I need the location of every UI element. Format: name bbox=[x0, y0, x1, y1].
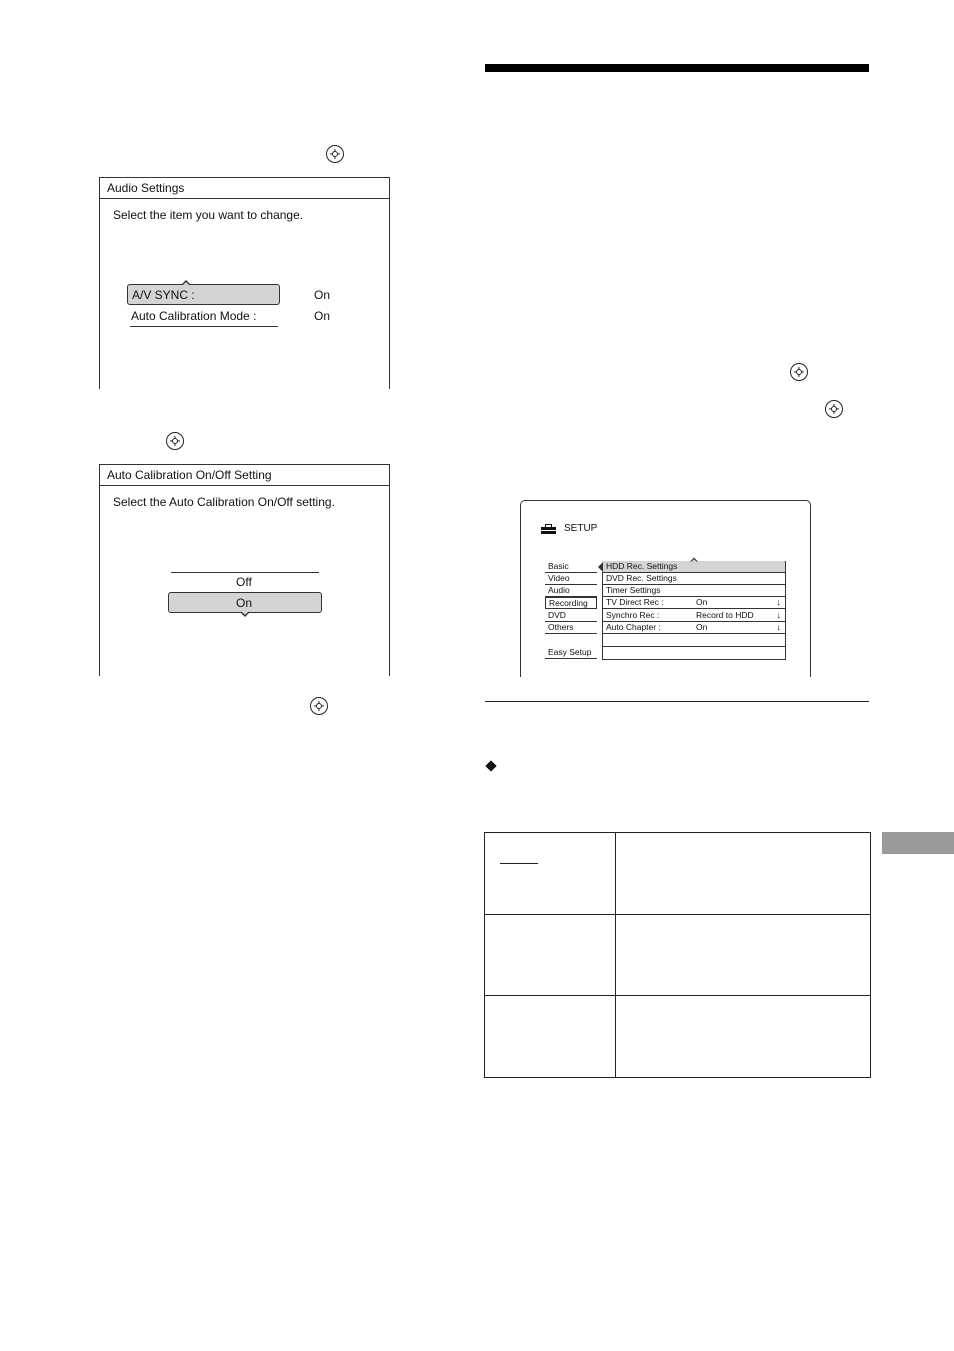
selection-pointer bbox=[598, 562, 603, 572]
av-sync-label: A/V SYNC : bbox=[132, 288, 195, 302]
down-arrow-icon: ↓ bbox=[776, 597, 781, 607]
table-cell-description bbox=[616, 914, 871, 996]
category-easy-setup[interactable]: Easy Setup bbox=[545, 647, 597, 659]
section-divider bbox=[485, 701, 869, 702]
table-cell-description bbox=[616, 996, 871, 1078]
table-cell-description bbox=[616, 833, 871, 915]
diamond-bullet-icon bbox=[485, 760, 496, 771]
category-others[interactable]: Others bbox=[545, 622, 597, 634]
option-on[interactable]: On bbox=[236, 596, 253, 610]
scroll-up-indicator bbox=[181, 280, 191, 285]
category-basic[interactable]: Basic bbox=[545, 561, 597, 573]
setup-row-label: Auto Chapter : bbox=[606, 622, 661, 632]
category-audio[interactable]: Audio bbox=[545, 585, 597, 597]
down-arrow-icon: ↓ bbox=[776, 610, 781, 620]
auto-calibration-mode-value: On bbox=[314, 309, 331, 323]
item-divider bbox=[130, 326, 278, 327]
scroll-up-indicator bbox=[690, 558, 698, 562]
setup-row-auto-chapter[interactable] bbox=[602, 622, 785, 634]
screen-title: Audio Settings bbox=[100, 178, 389, 199]
table-cell-option bbox=[485, 996, 616, 1078]
setup-row-value: On bbox=[696, 622, 708, 632]
section-heading-rule bbox=[485, 64, 869, 72]
option-divider bbox=[171, 572, 319, 573]
setup-title: SETUP bbox=[564, 523, 598, 534]
enter-button-icon bbox=[326, 145, 344, 163]
category-video[interactable]: Video bbox=[545, 573, 597, 585]
setup-row-timer-settings[interactable] bbox=[602, 585, 785, 597]
toolbox-icon bbox=[541, 524, 556, 534]
av-sync-value: On bbox=[314, 288, 331, 302]
scroll-down-indicator bbox=[240, 612, 250, 617]
category-recording[interactable]: Recording bbox=[545, 597, 597, 609]
setup-row-dvd-rec-settings[interactable] bbox=[602, 573, 785, 585]
chapter-side-tab bbox=[882, 832, 954, 854]
down-arrow-icon: ↓ bbox=[776, 622, 781, 632]
options-table bbox=[484, 832, 871, 1078]
setup-row-hdd-rec-settings[interactable] bbox=[602, 561, 785, 573]
screen-prompt: Select the Auto Calibration On/Off setting. bbox=[113, 495, 335, 509]
enter-button-icon bbox=[310, 697, 328, 715]
table-row bbox=[485, 833, 871, 915]
screen-title: Auto Calibration On/Off Setting bbox=[100, 465, 389, 486]
enter-button-icon bbox=[825, 400, 843, 418]
setup-row-label: HDD Rec. Settings bbox=[606, 561, 678, 571]
setup-row-label: Timer Settings bbox=[606, 585, 661, 595]
setup-row-label: TV Direct Rec : bbox=[606, 597, 664, 607]
enter-button-icon bbox=[166, 432, 184, 450]
setup-row-value: Record to HDD bbox=[696, 610, 754, 620]
setup-row-label: DVD Rec. Settings bbox=[606, 573, 677, 583]
default-option-underline bbox=[500, 863, 538, 864]
setup-row-empty bbox=[602, 635, 785, 647]
option-off[interactable]: Off bbox=[236, 575, 252, 589]
table-cell-option bbox=[485, 914, 616, 996]
setup-row-value: On bbox=[696, 597, 708, 607]
setup-row-tv-direct-rec[interactable] bbox=[602, 597, 785, 609]
auto-calibration-mode-label[interactable]: Auto Calibration Mode : bbox=[131, 309, 257, 323]
table-row bbox=[485, 996, 871, 1078]
screen-prompt: Select the item you want to change. bbox=[113, 208, 304, 222]
category-dvd[interactable]: DVD bbox=[545, 610, 597, 622]
setup-row-synchro-rec[interactable] bbox=[602, 610, 785, 622]
table-cell-option bbox=[485, 833, 616, 915]
setup-row-label: Synchro Rec : bbox=[606, 610, 660, 620]
enter-button-icon bbox=[790, 363, 808, 381]
table-row bbox=[485, 914, 871, 996]
